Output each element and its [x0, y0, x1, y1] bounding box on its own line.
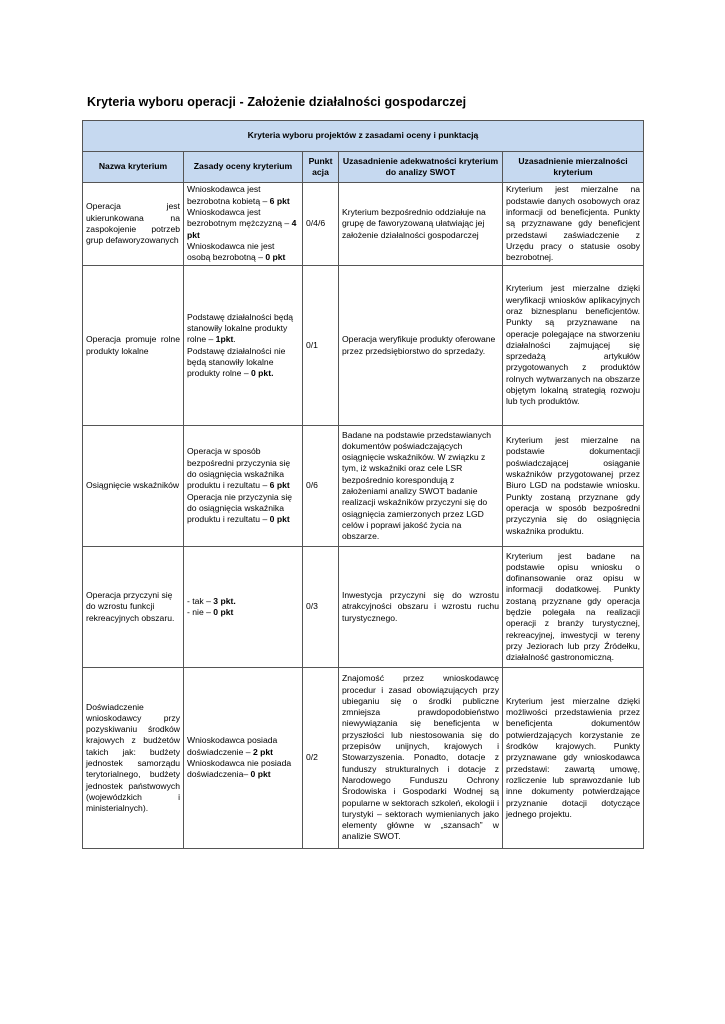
- criterion-name: Operacja przyczyni się do wzrostu funkcji rekreacyjnych obszaru.: [83, 547, 184, 668]
- criterion-name: Osiągnięcie wskaźników: [83, 426, 184, 547]
- criterion-name: Operacja promuje rolne produkty lokalne: [83, 266, 184, 426]
- criterion-rules: [184, 183, 303, 266]
- table-header-row: [83, 152, 644, 183]
- rule-text: Podstawę działalności będą stanowiły lokalne produkty rolne –: [187, 311, 294, 345]
- criterion-swot: Kryterium bezpośrednio oddziałuje na grupę de faworyzowaną ułatwiając jej założenie działalności gospodarczej: [339, 183, 503, 266]
- rule-text: Wnioskodawca jest bezrobotnym mężczyzną –: [187, 207, 290, 229]
- header-rules: Zasady oceny kryterium: [184, 152, 303, 183]
- rule-text: Wnioskodawca nie posiada doświadczenia–: [187, 758, 292, 780]
- table-row: [83, 426, 644, 547]
- table-row: [83, 183, 644, 266]
- score-value: 6 pkt: [269, 480, 290, 491]
- criterion-points: 0/2: [303, 668, 339, 849]
- table-row: [83, 266, 644, 426]
- rule-text: - nie –: [187, 607, 211, 617]
- header-swot: Uzasadnienie adekwatności kryterium do analizy SWOT: [339, 152, 503, 183]
- criterion-rules: [184, 266, 303, 426]
- rule-text: Wnioskodawca nie jest osobą bezrobotną –: [187, 240, 275, 263]
- header-measurability: Uzasadnienie mierzalności kryterium: [503, 152, 644, 183]
- criterion-rules: [184, 547, 303, 668]
- score-value: 0 pkt.: [251, 368, 274, 379]
- table-row: [83, 547, 644, 668]
- criterion-rules: [184, 668, 303, 849]
- criterion-name: Doświadczenie wnioskodawcy przy pozyskiwaniu środków krajowych z budżetów takich jak: budżety jednostek samorządu terytorialnego, budżety jednostek państwowych (wojewódzkich i ministerialnych).: [83, 668, 184, 849]
- header-points: Punkt acja: [303, 152, 339, 183]
- criterion-points: 0/4/6: [303, 183, 339, 266]
- document-title: Kryteria wyboru operacji - Założenie działalności gospodarczej: [87, 95, 467, 109]
- criterion-swot: Inwestycja przyczyni się do wzrostu atrakcyjności obszaru i wzrostu ruchu turystycznego.: [339, 547, 503, 668]
- score-value: 0 pkt: [269, 514, 290, 525]
- criterion-swot: Badane na podstawie przedstawianych dokumentów poświadczających osiągnięcie wskaźników. W związku z tym, iż wskaźniki oraz cele LSR bezpośrednio korespondują z założeniami analizy SWOT badanie realizacji wskaźników przyczyni się do osiągnięcia zamierzonych przez LGD celów i poprawi jakość życia na obszarze.: [339, 426, 503, 547]
- score-value: 1pkt: [215, 334, 234, 345]
- score-value: 0 pkt: [250, 769, 271, 780]
- criterion-points: 0/1: [303, 266, 339, 426]
- rule-text: . Podstawę działalności nie będą stanowiły lokalne produkty rolne –: [187, 334, 286, 379]
- rule-text: Wnioskodawca jest bezrobotna kobietą –: [187, 184, 270, 206]
- rule-text: Operacja w sposób bezpośredni przyczynia się do osiągnięcia wskaźnika produktu i rezultatu –: [187, 446, 291, 491]
- criterion-measurability: Kryterium jest badane na podstawie opisu wniosku o dofinansowanie oraz opisu w informacji dodatkowej. Punkty zostaną przyznane gdy operacja będzie polegała na realizacji operacji z branży turystycznej, rekreacyjnej, inwestycji w tereny przy Jeziorach lub przy Źródełku, działalność gastronomiczną.: [503, 547, 644, 668]
- criteria-table: [82, 120, 644, 849]
- table-caption-row: [83, 121, 644, 152]
- score-value: 0 pkt: [265, 252, 286, 263]
- criterion-measurability: Kryterium jest mierzalne na podstawie dokumentacji poświadczającej osiąganie wskaźników przygotowanej przez Biuro LGD na podstawie wniosku. Punkty zostaną przyznane gdy operacja w sposób bezpośredni przyczynia się do osiągnięcia wskaźnika produktu.: [503, 426, 644, 547]
- score-value: 3 pkt.: [213, 595, 236, 606]
- criterion-swot: Operacja weryfikuje produkty oferowane przez przedsiębiorstwo do sprzedaży.: [339, 266, 503, 426]
- criterion-swot: Znajomość przez wnioskodawcę procedur i zasad obowiązujących przy ubieganiu się o środki publiczne zmniejsza prawdopodobieństwo niewywiązania się beneficjenta w przyszłości lub niestosowania się do przepisów unijnych, krajowych i Stowarzyszenia. Ponadto, dotacje z funduszy strukturalnych i dotacje z Narodowego Funduszu Ochrony Środowiska i Gospodarki Wodnej są popularne w sektorach szkoleń, ekologii i turystyki – sektorach wymienianych jako elementy główne w „szansach” w analizie SWOT.: [339, 668, 503, 849]
- score-value: 6 pkt: [269, 195, 290, 206]
- criterion-measurability: Kryterium jest mierzalne dzięki możliwości przedstawienia przez beneficjenta dokumentów potwierdzających korzystanie ze środków krajowych. Punkty przyznawane gdy wnioskodawca przedstawi: zawartą umowę, rozliczenie lub sprawozdanie lub inne dokumenty potwierdzające przyznanie dotacji dotyczące jednego projektu.: [503, 668, 644, 849]
- score-value: 4 pkt: [187, 218, 297, 240]
- score-value: 2 pkt: [252, 746, 273, 757]
- table-row: [83, 668, 644, 849]
- rule-text: - tak –: [187, 595, 214, 606]
- criterion-rules: [184, 426, 303, 547]
- criterion-name: Operacja jest ukierunkowana na zaspokojenie potrzeb grup defaworyzowanych: [83, 183, 184, 266]
- table-caption: Kryteria wyboru projektów z zasadami oceny i punktacją: [83, 121, 644, 152]
- rule-text: Wnioskodawca posiada doświadczenie –: [187, 735, 278, 757]
- criterion-measurability: Kryterium jest mierzalne dzięki weryfikacji wniosków aplikacyjnych oraz biznesplanu beneficjentów. Punkty są przyznawane na operacje polegające na stworzeniu działalności zajmującej się sprzedażą artykułów przygotowanych z produktów rolnych wytwarzanych na obszarze objętym lokalną strategią rozwoju lub tych produktów.: [503, 266, 644, 426]
- rule-text: Operacja nie przyczynia się do osiągnięcia wskaźnika produktu i rezultatu –: [187, 491, 293, 525]
- criterion-points: 0/3: [303, 547, 339, 668]
- criterion-measurability: Kryterium jest mierzalne na podstawie danych osobowych oraz informacji od beneficjenta. Punkty są przyznawane gdy beneficjent przedstawi zaświadczenie z Urzędu pracy o statusie osoby bezrobotnej.: [503, 183, 644, 266]
- criterion-points: 0/6: [303, 426, 339, 547]
- score-value: 0 pkt: [213, 607, 234, 617]
- header-name: Nazwa kryterium: [83, 152, 184, 183]
